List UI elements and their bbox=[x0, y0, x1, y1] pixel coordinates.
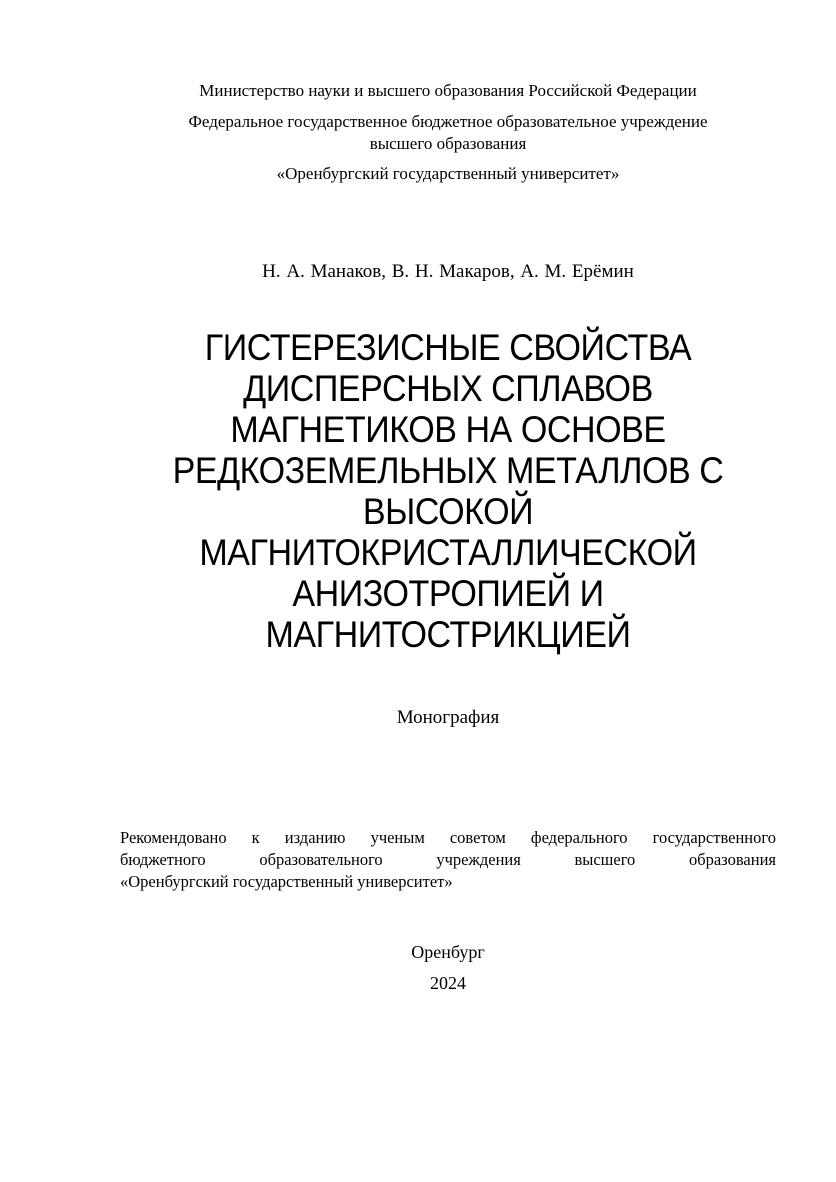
title-line-2: ДИСПЕРСНЫХ СПЛАВОВ bbox=[243, 368, 653, 409]
title-line-3: МАГНЕТИКОВ НА ОСНОВЕ bbox=[230, 409, 666, 450]
title-line-6: МАГНИТОКРИСТАЛЛИЧЕСКОЙ bbox=[199, 532, 697, 573]
recommendation-line-1: Рекомендовано к изданию ученым советом федерального государственного bbox=[120, 828, 776, 847]
university-name: «Оренбургский государственный университет» bbox=[276, 164, 620, 183]
title-line-5: ВЫСОКОЙ bbox=[362, 491, 534, 532]
ministry-name: Министерство науки и высшего образования Российской Федерации bbox=[199, 81, 697, 100]
recommendation-line-2: бюджетного образовательного учреждения высшего образования bbox=[120, 850, 776, 869]
institution-line-1: Федеральное государственное бюджетное образовательное учреждение bbox=[188, 112, 708, 131]
title-line-8: МАГНИТОСТРИКЦИЕЙ bbox=[265, 614, 631, 655]
recommendation-note bbox=[120, 827, 776, 893]
book-title bbox=[91, 327, 805, 655]
authors: Н. А. Манаков, В. Н. Макаров, А. М. Ерёмин bbox=[262, 261, 634, 282]
recommendation-line-3: «Оренбургский государственный университет» bbox=[120, 872, 453, 891]
institution-name bbox=[80, 111, 816, 155]
publication-year: 2024 bbox=[430, 973, 466, 993]
institution-line-2: высшего образования bbox=[369, 134, 527, 153]
title-line-1: ГИСТЕРЕЗИСНЫЕ СВОЙСТВА bbox=[204, 327, 692, 368]
publication-genre: Монография bbox=[396, 707, 500, 728]
title-line-4: РЕДКОЗЕМЕЛЬНЫХ МЕТАЛЛОВ С bbox=[172, 450, 724, 491]
title-line-7: АНИЗОТРОПИЕЙ И bbox=[292, 573, 604, 614]
publication-city: Оренбург bbox=[411, 942, 485, 962]
